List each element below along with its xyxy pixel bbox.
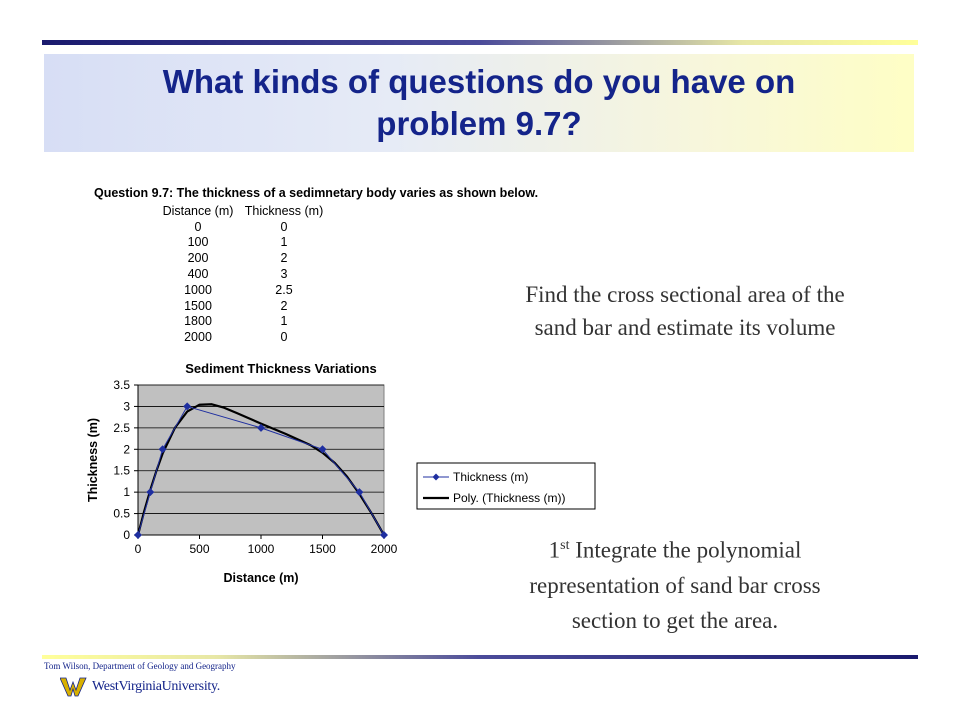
- y-tick-label: 2.5: [113, 420, 130, 435]
- cell-thickness: 2: [280, 298, 288, 313]
- cell-thickness: 0: [280, 219, 288, 234]
- cell-thickness: 0: [280, 330, 288, 345]
- y-tick-label: 1.5: [113, 463, 130, 478]
- y-tick-label: 3.5: [113, 378, 130, 392]
- note-integrate-text: Integrate the polynomial representation of sand bar cross section to get the area.: [529, 537, 821, 633]
- cell-distance: 1800: [184, 314, 212, 329]
- y-tick-label: 0: [123, 528, 130, 542]
- cell-distance: 1500: [184, 298, 212, 313]
- header-thickness: Thickness (m): [244, 203, 324, 218]
- cell-distance: 200: [187, 251, 209, 266]
- note-integrate-number: 1: [548, 537, 561, 563]
- x-tick-label: 500: [189, 542, 210, 556]
- y-tick-label: 3: [123, 399, 130, 414]
- legend-thickness-label: Thickness (m): [453, 470, 529, 484]
- x-axis-label: Distance (m): [223, 571, 299, 585]
- y-tick-label: 0.5: [113, 506, 130, 521]
- x-tick-label: 1500: [309, 542, 336, 556]
- wvu-flying-wv-icon: [60, 676, 90, 698]
- cell-thickness: 1: [280, 314, 288, 329]
- question-text: Question 9.7: The thickness of a sedimnetary body varies as shown below.: [94, 186, 539, 200]
- legend-poly-label: Poly. (Thickness (m)): [453, 491, 566, 505]
- cell-thickness: 2: [280, 251, 288, 266]
- x-tick-label: 0: [134, 542, 142, 556]
- header-distance: Distance (m): [162, 203, 234, 218]
- cell-distance: 0: [194, 219, 202, 234]
- cell-thickness: 1: [280, 235, 288, 250]
- footer-text: Tom Wilson, Department of Geology and Geography: [44, 661, 236, 671]
- x-tick-label: 1000: [247, 542, 275, 556]
- y-tick-label: 1: [123, 485, 130, 500]
- bottom-rule: [42, 655, 918, 659]
- note-integrate-sup: st: [560, 538, 570, 553]
- plot-area: [138, 385, 384, 535]
- y-axis-label: Thickness (m): [86, 417, 100, 503]
- cell-distance: 100: [187, 235, 209, 250]
- cell-distance: 2000: [184, 330, 212, 345]
- note-find-area: Find the cross sectional area of the sand bar and estimate its volume: [525, 282, 845, 340]
- chart-title: Sediment Thickness Variations: [185, 361, 377, 376]
- wvu-logo: [60, 676, 220, 698]
- x-tick-label: 2000: [370, 542, 398, 556]
- cell-thickness: 3: [280, 267, 288, 282]
- slide-title: What kinds of questions do you have on problem 9.7?: [162, 63, 796, 142]
- cell-thickness: 2.5: [275, 282, 293, 297]
- y-tick-label: 2: [123, 442, 130, 457]
- logo-text: WestVirginiaUniversity.: [92, 679, 221, 694]
- cell-distance: 1000: [184, 282, 212, 297]
- cell-distance: 400: [187, 267, 209, 282]
